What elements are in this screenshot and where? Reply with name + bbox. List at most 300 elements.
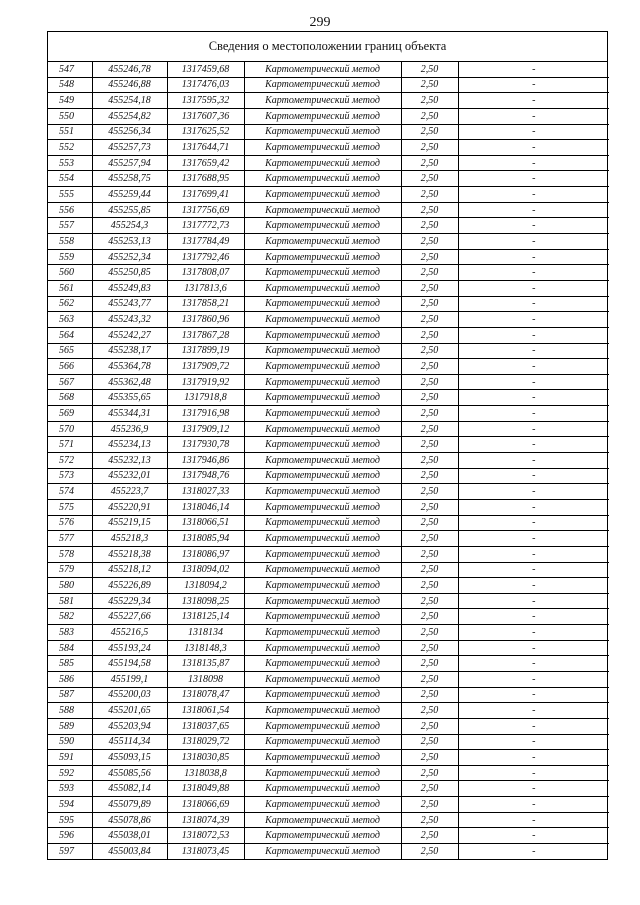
y-coordinate-cell: 1317909,72 <box>167 359 244 375</box>
point-number-cell: 579 <box>48 562 92 578</box>
note-cell: - <box>458 781 609 797</box>
y-coordinate-cell: 1318098 <box>167 671 244 687</box>
table-row <box>48 234 609 250</box>
table-row <box>48 171 609 187</box>
accuracy-cell: 2,50 <box>401 625 458 641</box>
method-cell: Картометрический метод <box>244 453 401 469</box>
note-cell: - <box>458 703 609 719</box>
accuracy-cell: 2,50 <box>401 562 458 578</box>
note-cell: - <box>458 62 609 77</box>
x-coordinate-cell: 455218,12 <box>92 562 167 578</box>
y-coordinate-cell: 1318078,47 <box>167 687 244 703</box>
method-cell: Картометрический метод <box>244 593 401 609</box>
method-cell: Картометрический метод <box>244 765 401 781</box>
accuracy-cell: 2,50 <box>401 687 458 703</box>
point-number-cell: 583 <box>48 625 92 641</box>
point-number-cell: 586 <box>48 671 92 687</box>
method-cell: Картометрический метод <box>244 312 401 328</box>
point-number-cell: 588 <box>48 703 92 719</box>
point-number-cell: 568 <box>48 390 92 406</box>
accuracy-cell: 2,50 <box>401 546 458 562</box>
table-row <box>48 625 609 641</box>
y-coordinate-cell: 1317459,68 <box>167 62 244 77</box>
point-number-cell: 574 <box>48 484 92 500</box>
method-cell: Картометрический метод <box>244 640 401 656</box>
point-number-cell: 554 <box>48 171 92 187</box>
note-cell: - <box>458 640 609 656</box>
method-cell: Картометрический метод <box>244 374 401 390</box>
table-row <box>48 499 609 515</box>
accuracy-cell: 2,50 <box>401 453 458 469</box>
y-coordinate-cell: 1317688,95 <box>167 171 244 187</box>
y-coordinate-cell: 1317919,92 <box>167 374 244 390</box>
note-cell: - <box>458 77 609 93</box>
method-cell: Картометрический метод <box>244 202 401 218</box>
accuracy-cell: 2,50 <box>401 187 458 203</box>
point-number-cell: 552 <box>48 140 92 156</box>
x-coordinate-cell: 455234,13 <box>92 437 167 453</box>
table-row <box>48 546 609 562</box>
table-row <box>48 140 609 156</box>
x-coordinate-cell: 455082,14 <box>92 781 167 797</box>
accuracy-cell: 2,50 <box>401 202 458 218</box>
note-cell: - <box>458 562 609 578</box>
y-coordinate-cell: 1318094,02 <box>167 562 244 578</box>
accuracy-cell: 2,50 <box>401 62 458 77</box>
note-cell: - <box>458 155 609 171</box>
accuracy-cell: 2,50 <box>401 296 458 312</box>
point-number-cell: 575 <box>48 499 92 515</box>
y-coordinate-cell: 1317644,71 <box>167 140 244 156</box>
note-cell: - <box>458 625 609 641</box>
y-coordinate-cell: 1317899,19 <box>167 343 244 359</box>
note-cell: - <box>458 687 609 703</box>
table-row <box>48 687 609 703</box>
point-number-cell: 589 <box>48 718 92 734</box>
point-number-cell: 587 <box>48 687 92 703</box>
point-number-cell: 584 <box>48 640 92 656</box>
accuracy-cell: 2,50 <box>401 593 458 609</box>
y-coordinate-cell: 1317607,36 <box>167 108 244 124</box>
y-coordinate-cell: 1318066,69 <box>167 797 244 813</box>
table-body <box>48 62 609 859</box>
point-number-cell: 565 <box>48 343 92 359</box>
accuracy-cell: 2,50 <box>401 781 458 797</box>
table-row <box>48 327 609 343</box>
note-cell: - <box>458 406 609 422</box>
accuracy-cell: 2,50 <box>401 93 458 109</box>
accuracy-cell: 2,50 <box>401 437 458 453</box>
x-coordinate-cell: 455085,56 <box>92 765 167 781</box>
note-cell: - <box>458 812 609 828</box>
y-coordinate-cell: 1318074,39 <box>167 812 244 828</box>
method-cell: Картометрический метод <box>244 62 401 77</box>
point-number-cell: 563 <box>48 312 92 328</box>
note-cell: - <box>458 453 609 469</box>
point-number-cell: 570 <box>48 421 92 437</box>
method-cell: Картометрический метод <box>244 578 401 594</box>
x-coordinate-cell: 455243,77 <box>92 296 167 312</box>
point-number-cell: 553 <box>48 155 92 171</box>
point-number-cell: 595 <box>48 812 92 828</box>
method-cell: Картометрический метод <box>244 437 401 453</box>
method-cell: Картометрический метод <box>244 718 401 734</box>
table-row <box>48 218 609 234</box>
accuracy-cell: 2,50 <box>401 171 458 187</box>
y-coordinate-cell: 1317860,96 <box>167 312 244 328</box>
note-cell: - <box>458 515 609 531</box>
note-cell: - <box>458 828 609 844</box>
x-coordinate-cell: 455249,83 <box>92 280 167 296</box>
note-cell: - <box>458 108 609 124</box>
table-row <box>48 453 609 469</box>
x-coordinate-cell: 455243,32 <box>92 312 167 328</box>
y-coordinate-cell: 1318049,88 <box>167 781 244 797</box>
method-cell: Картометрический метод <box>244 187 401 203</box>
accuracy-cell: 2,50 <box>401 249 458 265</box>
accuracy-cell: 2,50 <box>401 312 458 328</box>
method-cell: Картометрический метод <box>244 155 401 171</box>
method-cell: Картометрический метод <box>244 296 401 312</box>
y-coordinate-cell: 1317625,52 <box>167 124 244 140</box>
y-coordinate-cell: 1317772,73 <box>167 218 244 234</box>
x-coordinate-cell: 455218,38 <box>92 546 167 562</box>
method-cell: Картометрический метод <box>244 249 401 265</box>
point-number-cell: 582 <box>48 609 92 625</box>
note-cell: - <box>458 484 609 500</box>
method-cell: Картометрический метод <box>244 171 401 187</box>
accuracy-cell: 2,50 <box>401 734 458 750</box>
method-cell: Картометрический метод <box>244 265 401 281</box>
accuracy-cell: 2,50 <box>401 406 458 422</box>
note-cell: - <box>458 140 609 156</box>
table-row <box>48 609 609 625</box>
note-cell: - <box>458 234 609 250</box>
y-coordinate-cell: 1317858,21 <box>167 296 244 312</box>
method-cell: Картометрический метод <box>244 343 401 359</box>
y-coordinate-cell: 1317476,03 <box>167 77 244 93</box>
section-title: Сведения о местоположении границ объекта <box>48 32 607 62</box>
point-number-cell: 576 <box>48 515 92 531</box>
x-coordinate-cell: 455254,3 <box>92 218 167 234</box>
x-coordinate-cell: 455242,27 <box>92 327 167 343</box>
x-coordinate-cell: 455364,78 <box>92 359 167 375</box>
x-coordinate-cell: 455253,13 <box>92 234 167 250</box>
accuracy-cell: 2,50 <box>401 468 458 484</box>
note-cell: - <box>458 374 609 390</box>
point-number-cell: 551 <box>48 124 92 140</box>
table-row <box>48 421 609 437</box>
y-coordinate-cell: 1317918,8 <box>167 390 244 406</box>
accuracy-cell: 2,50 <box>401 515 458 531</box>
accuracy-cell: 2,50 <box>401 77 458 93</box>
point-number-cell: 597 <box>48 844 92 859</box>
x-coordinate-cell: 455194,58 <box>92 656 167 672</box>
x-coordinate-cell: 455355,65 <box>92 390 167 406</box>
y-coordinate-cell: 1317916,98 <box>167 406 244 422</box>
method-cell: Картометрический метод <box>244 734 401 750</box>
x-coordinate-cell: 455201,65 <box>92 703 167 719</box>
y-coordinate-cell: 1317792,46 <box>167 249 244 265</box>
table-row <box>48 718 609 734</box>
note-cell: - <box>458 312 609 328</box>
x-coordinate-cell: 455236,9 <box>92 421 167 437</box>
table-row <box>48 265 609 281</box>
point-number-cell: 559 <box>48 249 92 265</box>
x-coordinate-cell: 455238,17 <box>92 343 167 359</box>
note-cell: - <box>458 296 609 312</box>
y-coordinate-cell: 1318098,25 <box>167 593 244 609</box>
method-cell: Картометрический метод <box>244 797 401 813</box>
note-cell: - <box>458 671 609 687</box>
method-cell: Картометрический метод <box>244 546 401 562</box>
accuracy-cell: 2,50 <box>401 280 458 296</box>
note-cell: - <box>458 437 609 453</box>
note-cell: - <box>458 343 609 359</box>
x-coordinate-cell: 455344,31 <box>92 406 167 422</box>
accuracy-cell: 2,50 <box>401 828 458 844</box>
method-cell: Картометрический метод <box>244 124 401 140</box>
method-cell: Картометрический метод <box>244 515 401 531</box>
accuracy-cell: 2,50 <box>401 844 458 859</box>
table-row <box>48 280 609 296</box>
x-coordinate-cell: 455226,89 <box>92 578 167 594</box>
x-coordinate-cell: 455229,34 <box>92 593 167 609</box>
point-number-cell: 550 <box>48 108 92 124</box>
note-cell: - <box>458 93 609 109</box>
point-number-cell: 571 <box>48 437 92 453</box>
method-cell: Картометрический метод <box>244 609 401 625</box>
x-coordinate-cell: 455078,86 <box>92 812 167 828</box>
note-cell: - <box>458 718 609 734</box>
accuracy-cell: 2,50 <box>401 124 458 140</box>
point-number-cell: 564 <box>48 327 92 343</box>
x-coordinate-cell: 455250,85 <box>92 265 167 281</box>
y-coordinate-cell: 1317659,42 <box>167 155 244 171</box>
x-coordinate-cell: 455362,48 <box>92 374 167 390</box>
point-number-cell: 577 <box>48 531 92 547</box>
y-coordinate-cell: 1318066,51 <box>167 515 244 531</box>
x-coordinate-cell: 455079,89 <box>92 797 167 813</box>
y-coordinate-cell: 1318030,85 <box>167 750 244 766</box>
point-number-cell: 567 <box>48 374 92 390</box>
note-cell: - <box>458 390 609 406</box>
y-coordinate-cell: 1318085,94 <box>167 531 244 547</box>
accuracy-cell: 2,50 <box>401 359 458 375</box>
point-number-cell: 578 <box>48 546 92 562</box>
x-coordinate-cell: 455223,7 <box>92 484 167 500</box>
accuracy-cell: 2,50 <box>401 265 458 281</box>
note-cell: - <box>458 765 609 781</box>
point-number-cell: 573 <box>48 468 92 484</box>
x-coordinate-cell: 455114,34 <box>92 734 167 750</box>
y-coordinate-cell: 1318073,45 <box>167 844 244 859</box>
method-cell: Картометрический метод <box>244 812 401 828</box>
method-cell: Картометрический метод <box>244 77 401 93</box>
table-row <box>48 531 609 547</box>
note-cell: - <box>458 797 609 813</box>
table-row <box>48 296 609 312</box>
note-cell: - <box>458 421 609 437</box>
table-row <box>48 124 609 140</box>
point-number-cell: 558 <box>48 234 92 250</box>
table-row <box>48 593 609 609</box>
method-cell: Картометрический метод <box>244 406 401 422</box>
method-cell: Картометрический метод <box>244 390 401 406</box>
table-row <box>48 406 609 422</box>
method-cell: Картометрический метод <box>244 218 401 234</box>
accuracy-cell: 2,50 <box>401 703 458 719</box>
x-coordinate-cell: 455038,01 <box>92 828 167 844</box>
point-number-cell: 556 <box>48 202 92 218</box>
method-cell: Картометрический метод <box>244 421 401 437</box>
x-coordinate-cell: 455203,94 <box>92 718 167 734</box>
y-coordinate-cell: 1317699,41 <box>167 187 244 203</box>
method-cell: Картометрический метод <box>244 499 401 515</box>
x-coordinate-cell: 455258,75 <box>92 171 167 187</box>
table-row <box>48 343 609 359</box>
y-coordinate-cell: 1318134 <box>167 625 244 641</box>
y-coordinate-cell: 1318037,65 <box>167 718 244 734</box>
method-cell: Картометрический метод <box>244 750 401 766</box>
method-cell: Картометрический метод <box>244 280 401 296</box>
x-coordinate-cell: 455254,82 <box>92 108 167 124</box>
y-coordinate-cell: 1317813,6 <box>167 280 244 296</box>
accuracy-cell: 2,50 <box>401 155 458 171</box>
accuracy-cell: 2,50 <box>401 499 458 515</box>
table-row <box>48 77 609 93</box>
table-row <box>48 765 609 781</box>
note-cell: - <box>458 218 609 234</box>
x-coordinate-cell: 455254,18 <box>92 93 167 109</box>
note-cell: - <box>458 546 609 562</box>
boundary-table-sheet <box>47 31 608 860</box>
table-row <box>48 108 609 124</box>
point-number-cell: 549 <box>48 93 92 109</box>
x-coordinate-cell: 455256,34 <box>92 124 167 140</box>
x-coordinate-cell: 455219,15 <box>92 515 167 531</box>
method-cell: Картометрический метод <box>244 844 401 859</box>
accuracy-cell: 2,50 <box>401 421 458 437</box>
method-cell: Картометрический метод <box>244 703 401 719</box>
x-coordinate-cell: 455199,1 <box>92 671 167 687</box>
table-row <box>48 734 609 750</box>
accuracy-cell: 2,50 <box>401 578 458 594</box>
method-cell: Картометрический метод <box>244 531 401 547</box>
point-number-cell: 591 <box>48 750 92 766</box>
y-coordinate-cell: 1317909,12 <box>167 421 244 437</box>
x-coordinate-cell: 455227,66 <box>92 609 167 625</box>
y-coordinate-cell: 1317784,49 <box>167 234 244 250</box>
table-row <box>48 828 609 844</box>
x-coordinate-cell: 455200,03 <box>92 687 167 703</box>
x-coordinate-cell: 455259,44 <box>92 187 167 203</box>
point-number-cell: 569 <box>48 406 92 422</box>
table-row <box>48 656 609 672</box>
y-coordinate-cell: 1318038,8 <box>167 765 244 781</box>
table-row <box>48 812 609 828</box>
table-row <box>48 62 609 77</box>
method-cell: Картометрический метод <box>244 359 401 375</box>
y-coordinate-cell: 1318072,53 <box>167 828 244 844</box>
note-cell: - <box>458 187 609 203</box>
point-number-cell: 572 <box>48 453 92 469</box>
x-coordinate-cell: 455218,3 <box>92 531 167 547</box>
note-cell: - <box>458 750 609 766</box>
note-cell: - <box>458 124 609 140</box>
table-row <box>48 671 609 687</box>
method-cell: Картометрический метод <box>244 327 401 343</box>
note-cell: - <box>458 531 609 547</box>
point-number-cell: 585 <box>48 656 92 672</box>
x-coordinate-cell: 455232,01 <box>92 468 167 484</box>
accuracy-cell: 2,50 <box>401 343 458 359</box>
note-cell: - <box>458 656 609 672</box>
table-row <box>48 750 609 766</box>
note-cell: - <box>458 265 609 281</box>
y-coordinate-cell: 1318027,33 <box>167 484 244 500</box>
method-cell: Картометрический метод <box>244 656 401 672</box>
method-cell: Картометрический метод <box>244 93 401 109</box>
accuracy-cell: 2,50 <box>401 765 458 781</box>
point-number-cell: 592 <box>48 765 92 781</box>
y-coordinate-cell: 1317756,69 <box>167 202 244 218</box>
y-coordinate-cell: 1318125,14 <box>167 609 244 625</box>
point-number-cell: 561 <box>48 280 92 296</box>
accuracy-cell: 2,50 <box>401 390 458 406</box>
note-cell: - <box>458 609 609 625</box>
point-number-cell: 562 <box>48 296 92 312</box>
note-cell: - <box>458 249 609 265</box>
note-cell: - <box>458 359 609 375</box>
method-cell: Картометрический метод <box>244 625 401 641</box>
table-row <box>48 437 609 453</box>
x-coordinate-cell: 455193,24 <box>92 640 167 656</box>
method-cell: Картометрический метод <box>244 671 401 687</box>
y-coordinate-cell: 1318094,2 <box>167 578 244 594</box>
x-coordinate-cell: 455252,34 <box>92 249 167 265</box>
accuracy-cell: 2,50 <box>401 484 458 500</box>
table-row <box>48 155 609 171</box>
table-row <box>48 703 609 719</box>
x-coordinate-cell: 455003,84 <box>92 844 167 859</box>
note-cell: - <box>458 499 609 515</box>
point-number-cell: 547 <box>48 62 92 77</box>
accuracy-cell: 2,50 <box>401 609 458 625</box>
point-number-cell: 566 <box>48 359 92 375</box>
method-cell: Картометрический метод <box>244 468 401 484</box>
method-cell: Картометрический метод <box>244 781 401 797</box>
point-number-cell: 557 <box>48 218 92 234</box>
x-coordinate-cell: 455220,91 <box>92 499 167 515</box>
table-row <box>48 797 609 813</box>
note-cell: - <box>458 593 609 609</box>
note-cell: - <box>458 468 609 484</box>
table-row <box>48 578 609 594</box>
table-row <box>48 249 609 265</box>
point-number-cell: 580 <box>48 578 92 594</box>
table-row <box>48 781 609 797</box>
accuracy-cell: 2,50 <box>401 750 458 766</box>
method-cell: Картометрический метод <box>244 687 401 703</box>
table-row <box>48 93 609 109</box>
x-coordinate-cell: 455255,85 <box>92 202 167 218</box>
accuracy-cell: 2,50 <box>401 218 458 234</box>
table-row <box>48 562 609 578</box>
y-coordinate-cell: 1317946,86 <box>167 453 244 469</box>
point-number-cell: 594 <box>48 797 92 813</box>
accuracy-cell: 2,50 <box>401 531 458 547</box>
